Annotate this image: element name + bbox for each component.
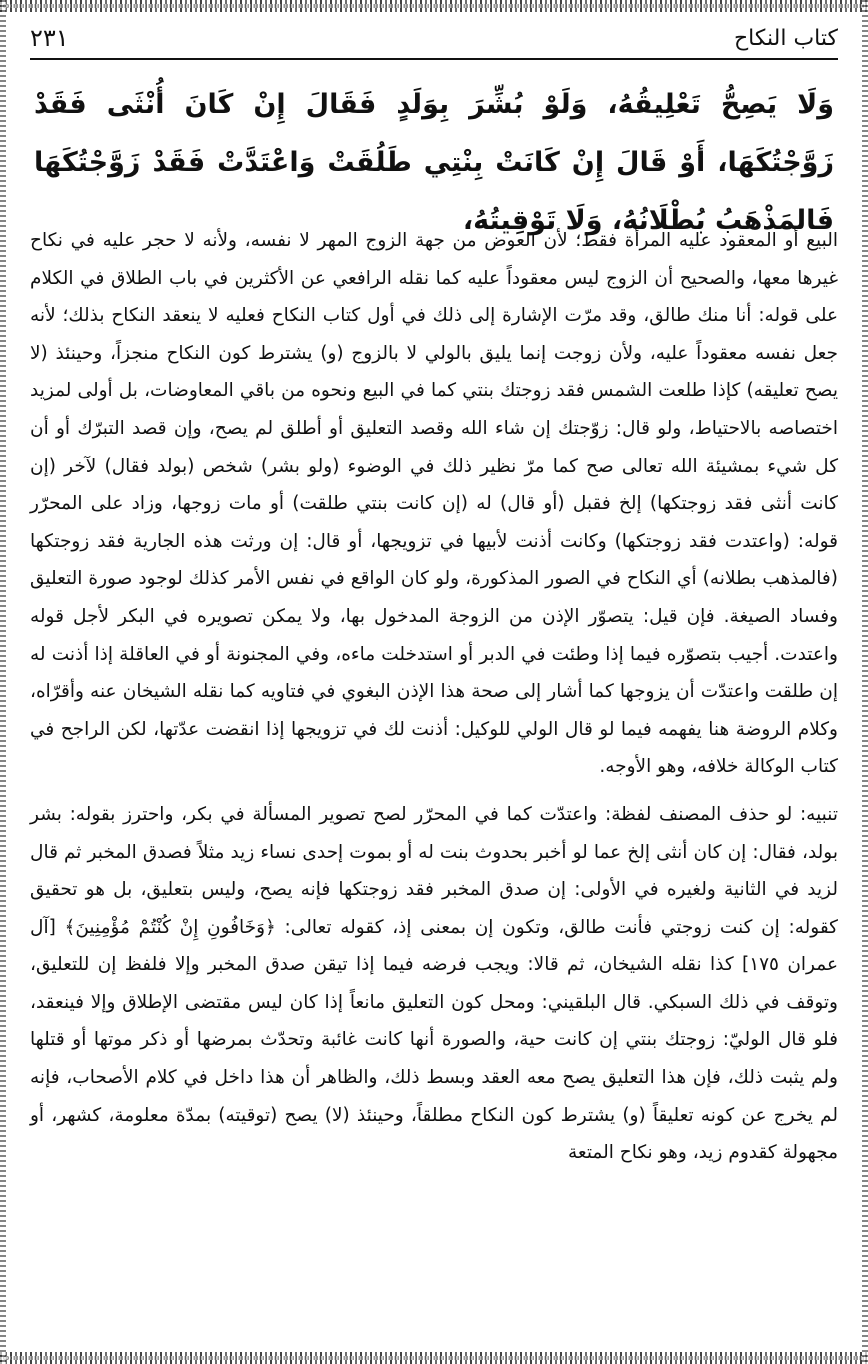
page-border-left [0,0,6,1364]
page-border-right [862,0,868,1364]
commentary-paragraph-1: البيع أو المعقود عليه المرأة فقط؛ لأن العوض من جهة الزوج المهر لا نفسه، ولأنه لا حجر عليه في نكاح غيرها معها، والصحيح أن الزوج ليس معقوداً عليه كما نقله الرافعي عن الأكثرين في باب الطلاق في الكلام على قوله: أنا منك طالق، وقد مرّت الإشارة إلى ذلك في أول كتاب النكاح فعليه لا ينعقد النكاح بذلك؛ لأنه جعل نفسه معقوداً عليه، ولأن زوجت إنما يليق بالولي لا بالزوج (و) يشترط كون النكاح منجزاً، وحينئذ (لا يصح تعليقه) كإذا طلعت الشمس فقد زوجتك بنتي كما في البيع ونحوه من باقي المعاوضات، بل أولى لمزيد اختصاصه بالاحتياط، ولو قال: زوّجتك إن شاء الله وقصد التعليق أو أطلق لم يصح، وإن قصد التبرّك أو أن كل شيء بمشيئة الله تعالى صح كما مرّ نظير ذلك في الوضوء (ولو بشر) شخص (بولد فقال) لآخر (إن كانت أنثى فقد زوجتكها) إلخ فقبل (أو قال) له (إن كانت بنتي طلقت) أو مات زوجها، وزاد على المحرّر قوله: (واعتدت فقد زوجتكها) وكانت أذنت لأبيها في تزويجها، أو قال: إن ورثت هذه الجارية فقد زوجتكها (فالمذهب بطلانه) أي النكاح في الصور المذكورة، ولو كان الواقع في نفس الأمر كذلك لوجود صورة التعليق وفساد الصيغة. فإن قيل: يتصوّر الإذن من الزوجة المدخول بها، ولا يمكن تصويره في البكر لأجل قوله واعتدت. أجيب بتصوّره فيما إذا وطئت في الدبر أو استدخلت ماءه، وفي المجنونة أو في العاقلة إذا أذنت له إن طلقت واعتدّت أن يزوجها كما أشار إلى صحة هذا الإذن البغوي في فتاويه كما نقله الشيخان عنه وأقرّاه، وكلام الروضة هنا يفهمه فيما لو قال الولي للوكيل: أذنت لك في تزويجها إذا انقضت عدّتها، لكن الراجح في كتاب الوكالة خلافه، وهو الأوجه. [30,230,838,778]
running-title: كتاب النكاح [733,26,838,51]
commentary-paragraph-2: تنبيه: لو حذف المصنف لفظة: واعتدّت كما في المحرّر لصح تصوير المسألة في بكر، واحترز بقوله: بشر بولد، فقال: إن كان أنثى إلخ عما لو أخبر بحدوث بنت له أو بموت إحدى نساء زيد مثلاً فصدق المخبر ثم قال لزيد في الثانية ولغيره في الأولى: إن صدق المخبر فقد زوجتكها فإنه يصح، وليس بتعليق، بل هو تحقيق كقوله: إن كنت زوجتي فأنت طالق، وتكون إن بمعنى إذ، كقوله تعالى: ﴿وَخَافُونِ إِنْ كُنْتُمْ مُؤْمِنِينَ﴾ [آل عمران ١٧٥] كذا نقله الشيخان، ثم قالا: ويجب فرضه فيما إذا تيقن صدق المخبر وإلا فلفظ إن للتعليق، وتوقف في ذلك السبكي. قال البلقيني: ومحل كون التعليق مانعاً إذا كان ليس مقتضى الإطلاق وإلا فينعقد، فلو قال الوليّ: زوجتك بنتي إن كانت حية، والصورة أنها كانت غائبة وتحدّث بمرضها أو ذكر موتها أو قتلها ولم يثبت ذلك، فإن هذا التعليق يصح معه العقد وبسط ذلك، والظاهر أن هذا داخل في كلام الأصحاب، فإنه لم يخرج عن كونه تعليقاً (و) يشترط كون النكاح مطلقاً، وحينئذ (لا) يصح (توقيته) بمدّة معلومة، كشهر، أو مجهولة كقدوم زيد، وهو نكاح المتعة [30,803,838,1164]
commentary [30,222,838,1182]
page-header [30,22,838,60]
page-border-top [0,0,868,12]
page-border-bottom [0,1352,868,1364]
page-number: ٢٣١ [30,24,69,52]
matn-text: وَلَا يَصِحُّ تَعْلِيقُهُ، وَلَوْ بُشِّرَ بِوَلَدٍ فَقَالَ إِنْ كَانَ أُنْثَى فَقَدْ زَوَّجْتُكَهَا، أَوْ قَالَ إِنْ كَانَتْ بِنْتِي طَلُقَتْ وَاعْتَدَّتْ فَقَدْ زَوَّجْتُكَهَا فَالمَذْهَبُ بُطْلَانُهُ، وَلَا تَوْقِيتُهُ، [34,89,834,236]
section-divider [330,200,538,201]
